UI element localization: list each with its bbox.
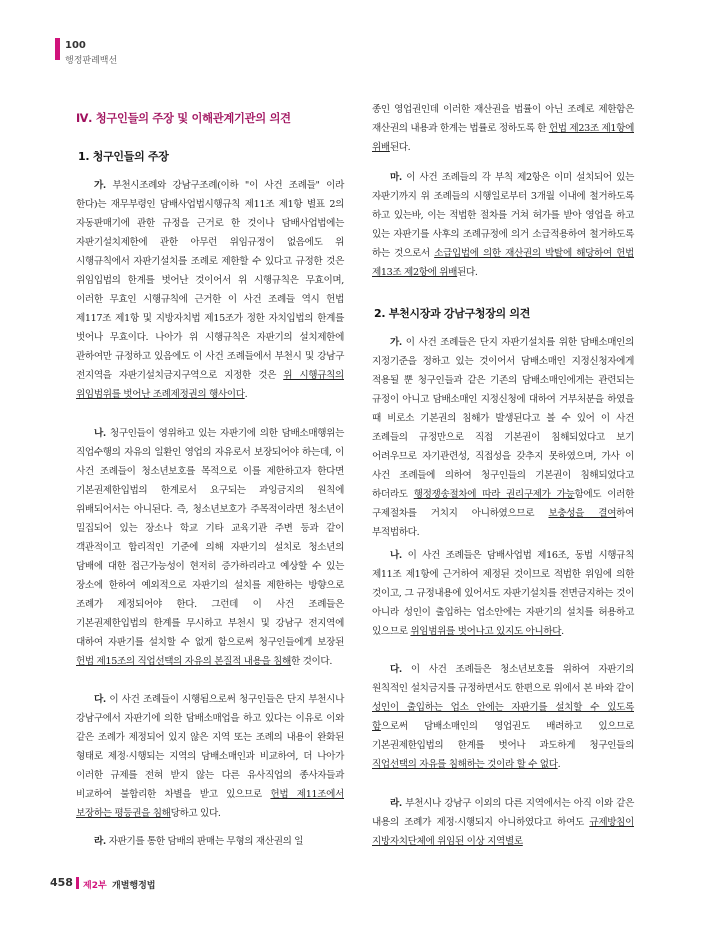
paragraph-label: 라.	[94, 836, 106, 847]
footer-part-name: 개별행정법	[112, 881, 156, 891]
paragraph-left-na: 나. 청구인들이 영위하고 있는 자판기에 의한 담배소매행위는 직업수행의 자유의 일환인 영업의 자유로서 보장되어야 하는데, 이 사건 조례들이 청소년보호를 목적으로 이를 제한하고자 한다면 기본권제한입법의 한계로서 요구되는 과잉금지의 원칙에 위배되어서는 아니된다. 즉, 청소년보호가 주목적이라면 청소년이 밀집되어 있는 장소나 학교 기타 교육기관 주변 등과 같이 객관적이고 합리적인 기준에 의해 자판기의 설치로 청소년의 담배에 대한 접근가능성이 현저히 증가하리라고 예상할 수 있는 장소에 한하여 예외적으로 자판기의 설치를 제한하는 방향으로 조례가 제정되어야 한다. 그런데 이 사건 조례들은 기본권제한입법의 한계를 무시하고 부천시 및 강남구 전지역에 대하여 자판기를 설치할 수 없게 함으로써 청구인들에게 보장된 헌법 제15조의 직업선택의 자유의 본질적 내용을 침해한 것이다.	[76, 428, 344, 667]
underlined-text: 성인이 출입하는 업소 안에는 자판기를 설치할 수 있도록 함	[372, 702, 634, 732]
underlined-text: 규제방침이 지방자치단체에 위임된 이상 지역별로	[372, 817, 634, 847]
subheading-opinions: 2. 부천시장과 강남구청장의 의견	[374, 307, 531, 320]
underlined-text: 보충성을 결여	[548, 508, 617, 519]
paragraph-label: 라.	[390, 798, 402, 809]
paragraph-left-ra: 라. 자판기를 통한 담배의 판매는 무형의 재산권의 일	[94, 836, 304, 847]
paragraph-label: 가.	[94, 180, 106, 191]
paragraph-right-continued: 종인 영업권인데 이러한 재산권을 법률이 아닌 조례로 제한함은 재산권의 내용과 한계는 법률로 정하도록 한 헌법 제23조 제1항에 위배된다.	[372, 104, 634, 153]
footer-accent-bar	[76, 877, 79, 889]
paragraph-label: 나.	[390, 550, 402, 561]
paragraph-right-ra: 라. 부천시나 강남구 이외의 다른 지역에서는 아직 이와 같은 내용의 조례가 제정·시행되지 아니하였다고 하여도 규제방침이 지방자치단체에 위임된 이상 지역별로	[372, 798, 634, 847]
underlined-text: 소급입법에 의한 재산권의 박탈에 해당하여 헌법 제13조 제2항에 위배	[372, 248, 634, 278]
paragraph-label: 다.	[94, 694, 106, 705]
underlined-text: 위 시행규칙의 위임범위를 벗어난 조례제정권의 행사이다	[76, 370, 344, 400]
footer-page-number: 458	[50, 876, 73, 889]
section-heading: Ⅳ. 청구인들의 주장 및 이해관계기관의 의견	[76, 112, 291, 125]
paragraph-label: 가.	[390, 337, 402, 348]
underlined-text: 위임범위를 벗어나고 있지도 아니하다	[410, 626, 562, 637]
paragraph-right-da: 다. 이 사건 조례들은 청소년보호를 위하여 자판기의 원칙적인 설치금지를 규정하면서도 한편으로 위에서 본 바와 같이 성인이 출입하는 업소 안에는 자판기를 설치할 수 있도록 함으로써 담배소매인의 영업권도 배려하고 있으므로 기본권제한입법의 한계를 벗어나 과도하게 청구인들의 직업선택의 자유를 침해하는 것이라 할 수 없다.	[372, 664, 634, 770]
underlined-text: 행정쟁송절차에 따라 권리구제가 가능	[413, 489, 575, 500]
header-accent-bar	[55, 38, 60, 60]
paragraph-right-ga: 가. 이 사건 조례들은 단지 자판기설치를 위한 담배소매인의 지정기준을 정하고 있는 것이어서 담배소매인 지정신청자에게 적용될 뿐 청구인들과 같은 기존의 담배소매인에게는 관련되는 규정이 아니고 담배소매인 지정신청에 대하여 거부처분을 하였을 때 비로소 기본권의 침해가 발생된다고 볼 수 있어 이 사건 조례들의 규정만으로 직접 기본권이 침해되었다고 보기 어려우므로 자기관련성, 직접성을 갖추지 못하였으며, 가사 이 사건 조례들에 의하여 청구인들의 기본권이 침해되었다고 하더라도 행정쟁송절차에 따라 권리구제가 가능함에도 이러한 구제절차를 거치지 아니하였으므로 보충성을 결여하여 부적법하다.	[372, 337, 634, 538]
header-page-number: 100	[65, 40, 86, 51]
paragraph-left-da: 다. 이 사건 조례들이 시행됨으로써 청구인들은 단지 부천시나 강남구에서 자판기에 의한 담배소매업을 하고 있다는 이유로 이와 같은 조례가 제정되어 있지 않은 지역 또는 조례의 내용이 완화된 형태로 제정·시행되는 지역의 담배소매인과 비교하여, 더 나아가 이러한 규제를 전혀 받지 않는 다른 유사직업의 종사자들과 비교하여 불합리한 차별을 받고 있으므로 헌법 제11조에서 보장하는 평등권을 침해당하고 있다.	[76, 694, 344, 819]
underlined-text: 헌법 제15조의 직업선택의 자유의 본질적 내용을 침해	[76, 656, 291, 667]
paragraph-right-ma: 마. 이 사건 조례들의 각 부칙 제2항은 이미 설치되어 있는 자판기까지 위 조례들의 시행일로부터 3개월 이내에 철거하도록 하고 있는바, 이는 적법한 절차를 거쳐 허가를 받아 영업을 하고 있는 자판기를 사후의 조례규정에 의거 소급적용하여 철거하도록 하는 것으로서 소급입법에 의한 재산권의 박탈에 해당하여 헌법 제13조 제2항에 위배된다.	[372, 172, 634, 278]
subheading-claims: 1. 청구인들의 주장	[78, 150, 169, 163]
paragraph-left-ga: 가. 부천시조례와 강남구조례(이하 "이 사건 조례들" 이라 한다)는 재무부령인 담배사업법시행규칙 제11조 제1항 별표 2의 자동판매기에 관한 규정을 근거로 한 것이나 담배사업법에는 자판기설치제한에 관한 아무런 위임규정이 없음에도 위 시행규칙에서 자판기설치를 조례로 제한할 수 있다고 규정한 것은 위임입법의 한계를 벗어난 것이어서 위 시행규칙은 무효이며, 이러한 무효인 시행규칙에 근거한 이 사건 조례들 역시 헌법 제117조 제1항 및 지방자치법 제15조가 정한 자치입법의 한계를 벗어나 무효이다. 나아가 위 시행규칙은 자판기의 설치제한에 관하여만 규정하고 있음에도 이 사건 조례들에서 부천시 및 강남구 전지역을 자판기설치금지구역으로 지정한 것은 위 시행규칙의 위임범위를 벗어난 조례제정권의 행사이다.	[76, 180, 344, 400]
paragraph-right-na: 나. 이 사건 조례들은 담배사업법 제16조, 동법 시행규칙 제11조 제1항에 근거하여 제정된 것이므로 적법한 위임에 의한 것이고, 그 규정내용에 있어서도 자판기설치를 전면금지하는 것이 아니라 성인이 출입하는 업소안에는 자판기의 설치를 허용하고 있으므로 위임범위를 벗어나고 있지도 아니하다.	[372, 550, 634, 637]
underlined-text: 헌법 제23조 제1항에 위배	[372, 123, 634, 153]
footer-part-label: 제2부	[83, 881, 107, 891]
underlined-text: 헌법 제11조에서 보장하는 평등권을 침해	[76, 789, 344, 819]
header-book-title: 행정판례백선	[65, 56, 118, 66]
underlined-text: 직업선택의 자유를 침해하는 것이라 할 수 없다	[372, 759, 558, 770]
paragraph-label: 다.	[390, 664, 402, 675]
paragraph-label: 나.	[94, 428, 106, 439]
paragraph-label: 마.	[390, 172, 402, 183]
